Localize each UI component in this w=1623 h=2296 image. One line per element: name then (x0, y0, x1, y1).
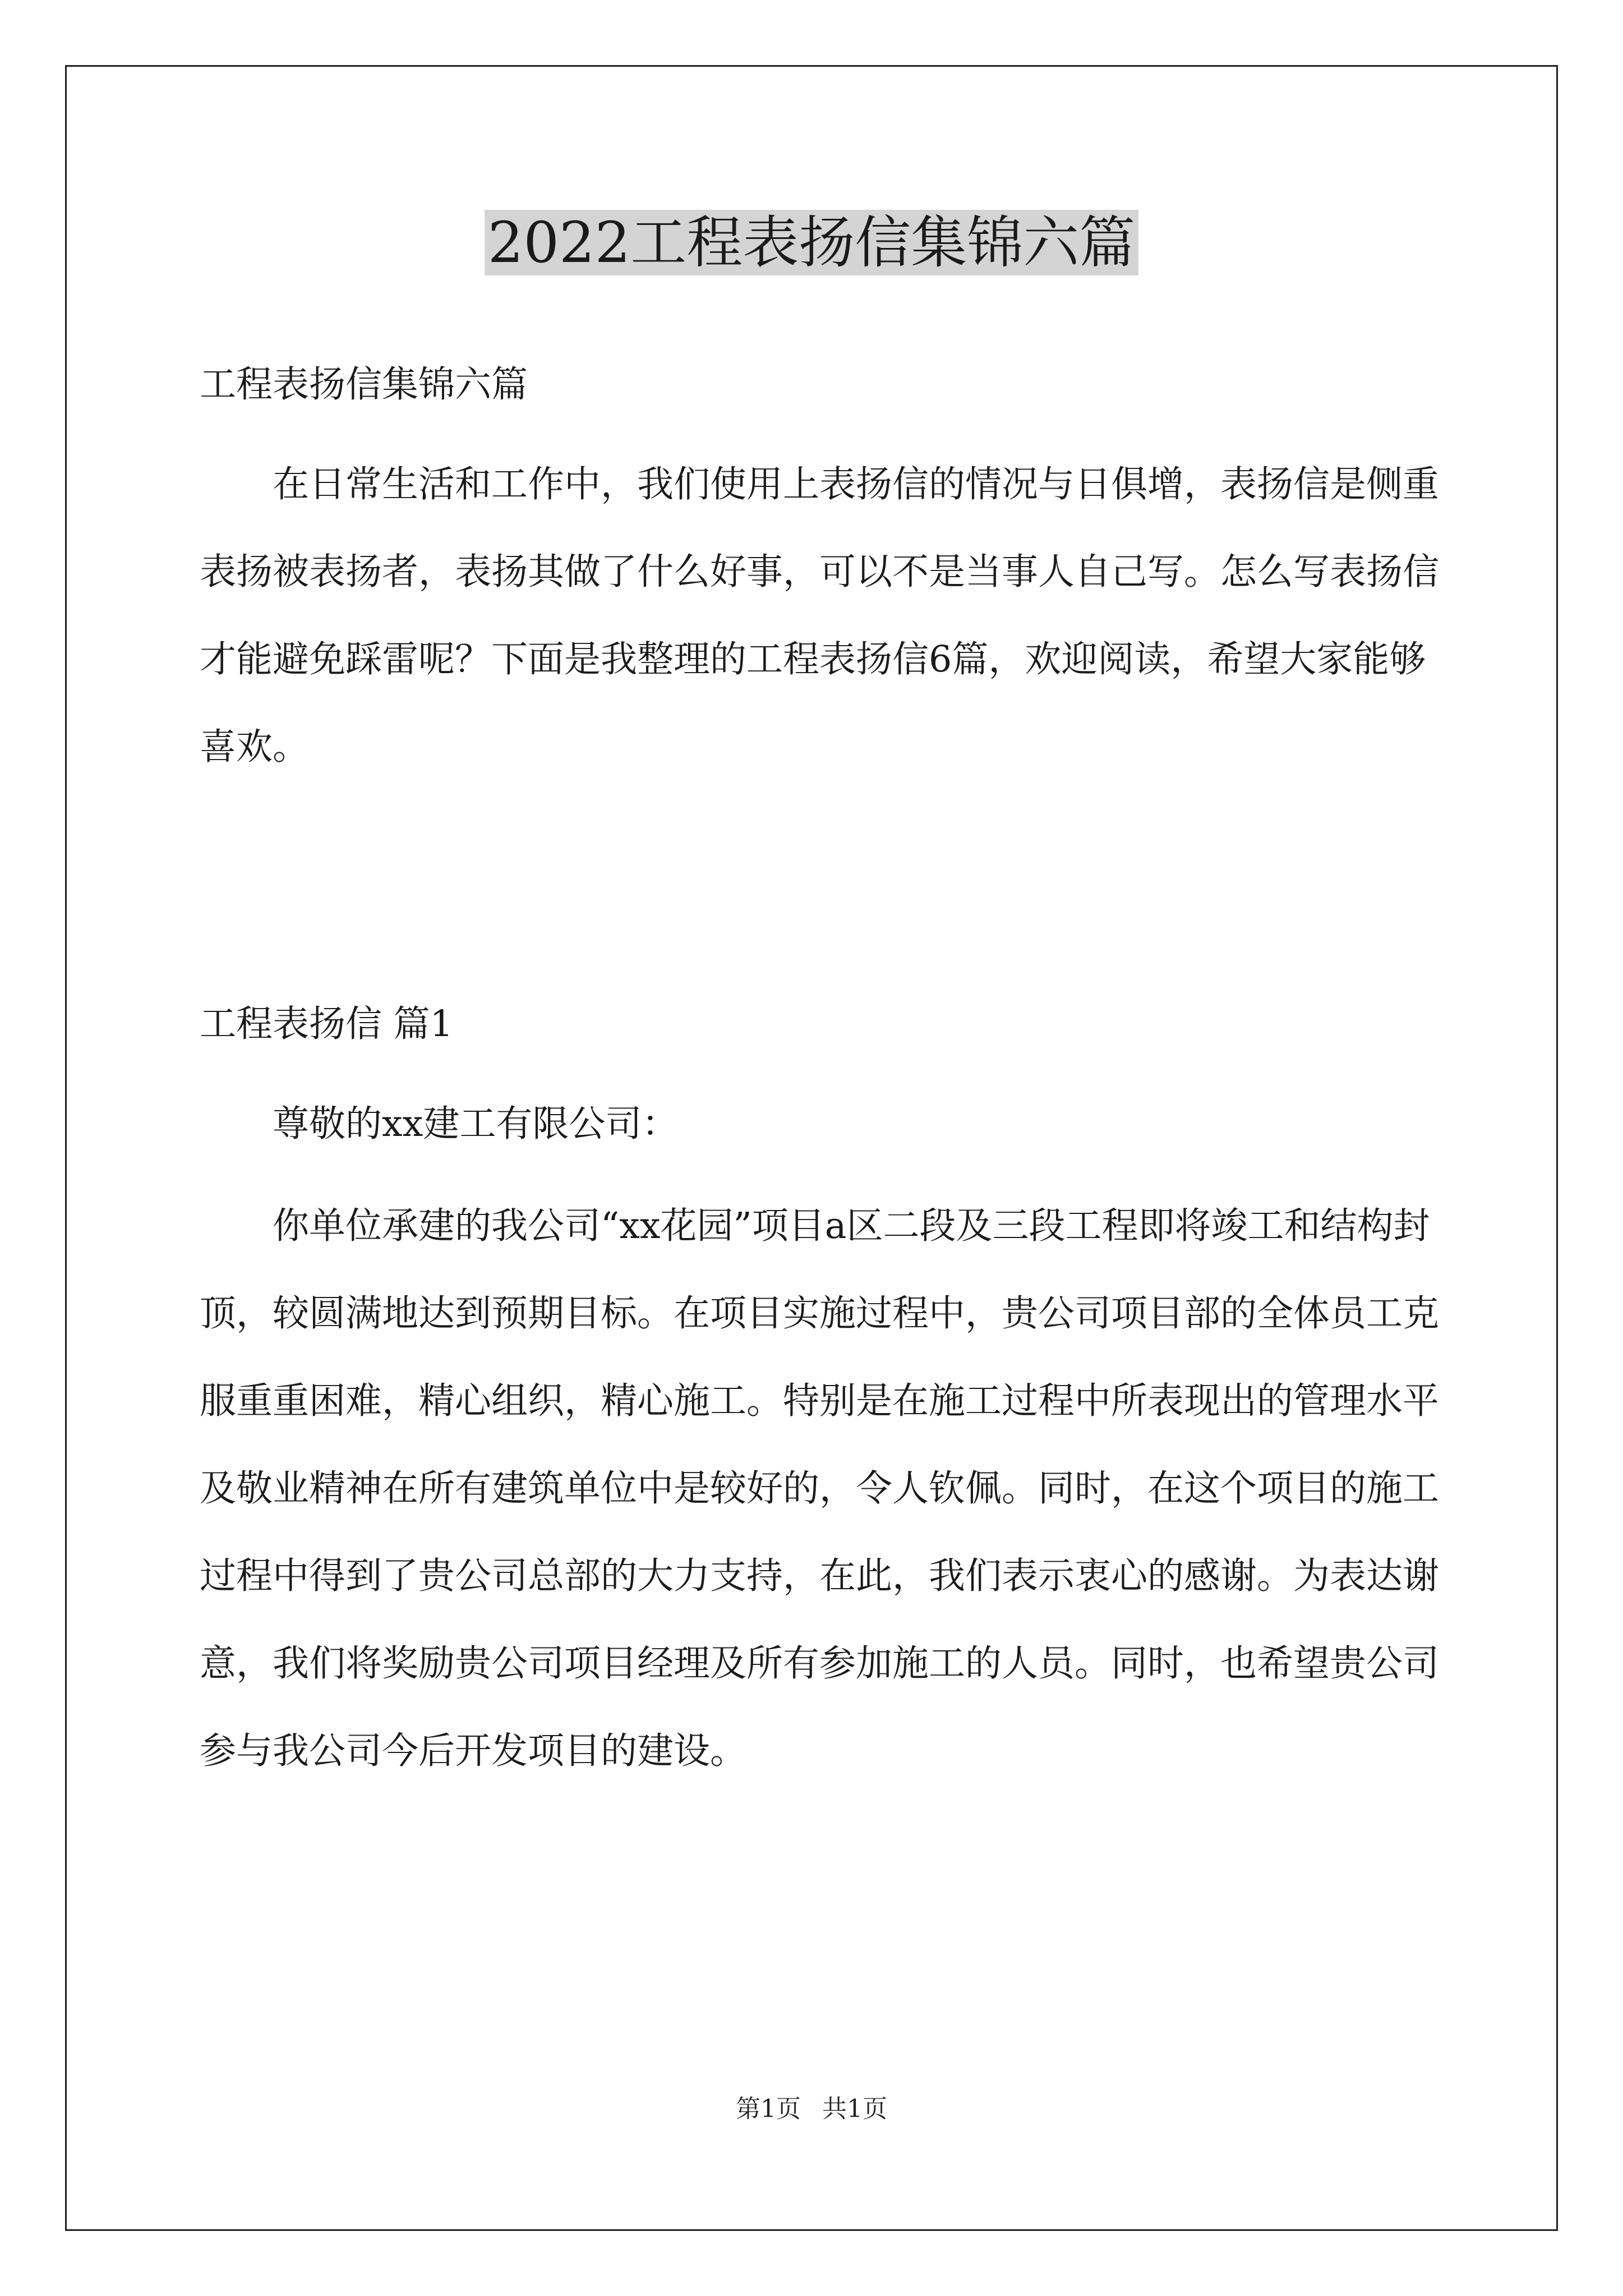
document-title (0, 206, 1623, 279)
document-subtitle: 工程表扬信集锦六篇 (200, 364, 528, 406)
page-footer (0, 2092, 1623, 2126)
page-number-current: 第1页 (736, 2095, 801, 2123)
intro-paragraph: 在日常生活和工作中，我们使用上表扬信的情况与日俱增，表扬信是侧重表扬被表扬者，表扬其做了什么好事，可以不是当事人自己写。怎么写表扬信才能避免踩雷呢？下面是我整理的工程表扬信6篇，欢迎阅读，希望大家能够喜欢。 (200, 463, 1440, 768)
document-title-text: 2022工程表扬信集锦六篇 (485, 210, 1139, 275)
page-number-total: 共1页 (822, 2095, 887, 2123)
section-heading: 工程表扬信 篇1 (200, 1003, 454, 1045)
salutation: 尊敬的xx建工有限公司： (273, 1103, 679, 1145)
body-paragraph: 你单位承建的我公司“xx花园”项目a区二段及三段工程即将竣工和结构封顶，较圆满地达到预期目标。在项目实施过程中，贵公司项目部的全体员工克服重重困难，精心组织，精心施工。特别是在施工过程中所表现出的管理水平及敬业精神在所有建筑单位中是较好的，令人钦佩。同时，在这个项目的施工过程中得到了贵公司总部的大力支持，在此，我们表示衷心的感谢。为表达谢意，我们将奖励贵公司项目经理及所有参加施工的人员。同时，也希望贵公司参与我公司今后开发项目的建设。 (200, 1205, 1440, 1772)
